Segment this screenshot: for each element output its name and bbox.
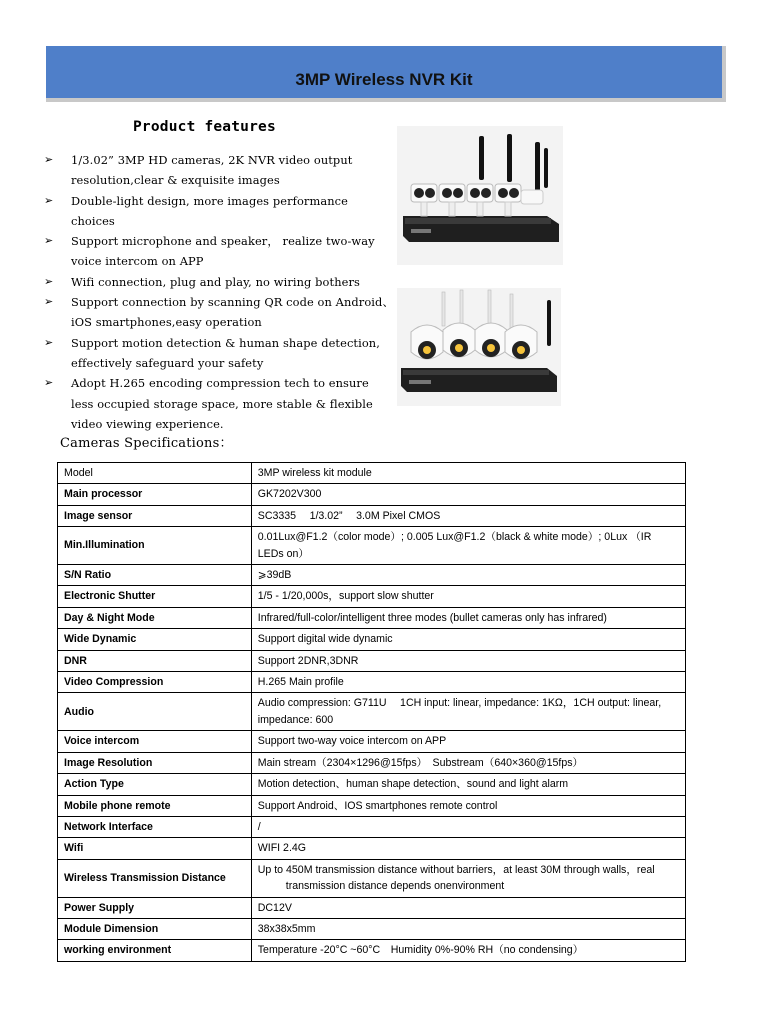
spec-value: 38x38x5mm (251, 918, 685, 939)
table-row (58, 586, 686, 607)
feature-text: Double-light design, more images performance choices (71, 193, 348, 228)
table-row (58, 527, 686, 565)
spec-label: Wide Dynamic (58, 629, 252, 650)
table-row (58, 672, 686, 693)
arrow-bullet-icon: ➢ (44, 376, 54, 390)
features-list (44, 150, 394, 434)
table-row (58, 693, 686, 731)
spec-label: Model (58, 463, 252, 484)
spec-value: 0.01Lux@F1.2（color mode）; 0.005 Lux@F1.2（black & white mode）; 0Lux （IR LEDs on） (251, 527, 685, 565)
arrow-bullet-icon: ➢ (44, 295, 54, 309)
table-row (58, 918, 686, 939)
spec-label: Power Supply (58, 897, 252, 918)
spec-value: / (251, 816, 685, 837)
feature-text: Adopt H.265 encoding compression tech to ensure less occupied storage space, more stable & flexible video viewing experience. (71, 376, 373, 431)
spec-value: H.265 Main profile (251, 672, 685, 693)
feature-text: Support microphone and speaker， realize two-way voice intercom on APP (71, 234, 375, 269)
bullet-camera-nvr-kit-image (397, 126, 563, 265)
feature-text: Support connection by scanning QR code on Android、iOS smartphones,easy operation (71, 295, 394, 330)
spec-value: Infrared/full-color/intelligent three modes (bullet cameras only has infrared) (251, 607, 685, 628)
table-row (58, 629, 686, 650)
feature-item (44, 292, 394, 333)
arrow-bullet-icon: ➢ (44, 335, 54, 349)
spec-label: Image Resolution (58, 752, 252, 773)
spec-value: Support 2DNR,3DNR (251, 650, 685, 671)
table-row (58, 505, 686, 526)
feature-text: Support motion detection & human shape detection, effectively safeguard your safety (71, 335, 380, 370)
table-row (58, 940, 686, 961)
spec-value: ⩾39dB (251, 565, 685, 586)
dome-camera-nvr-kit-image (397, 288, 561, 406)
page-title: 3MP Wireless NVR Kit (295, 70, 473, 89)
table-row (58, 752, 686, 773)
table-row (58, 463, 686, 484)
spec-value: WIFI 2.4G (251, 838, 685, 859)
spec-value: Support Android、IOS smartphones remote control (251, 795, 685, 816)
spec-value: SC3335 1/3.02” 3.0M Pixel CMOS (251, 505, 685, 526)
arrow-bullet-icon: ➢ (44, 153, 54, 166)
arrow-bullet-icon: ➢ (44, 193, 54, 207)
feature-item (44, 150, 394, 191)
spec-label: Module Dimension (58, 918, 252, 939)
spec-value-line: transmission distance depends onenvironment (285, 880, 505, 893)
spec-label: Image sensor (58, 505, 252, 526)
spec-label: Day & Night Mode (58, 607, 252, 628)
spec-label: Audio (58, 693, 252, 731)
arrow-bullet-icon: ➢ (44, 274, 54, 288)
spec-label: Wireless Transmission Distance (58, 859, 252, 897)
specifications-heading: Cameras Specifications： (60, 436, 233, 451)
spec-value: Motion detection、human shape detection、sound and light alarm (251, 774, 685, 795)
spec-value: Support two-way voice intercom on APP (251, 731, 685, 752)
spec-value: GK7202V300 (251, 484, 685, 505)
spec-label: Wifi (58, 838, 252, 859)
feature-text: Wifi connection, plug and play, no wiring bothers (71, 274, 360, 289)
table-row (58, 838, 686, 859)
spec-value (251, 859, 685, 897)
spec-value: DC12V (251, 897, 685, 918)
feature-item (44, 333, 394, 374)
table-row (58, 607, 686, 628)
spec-label: Electronic Shutter (58, 586, 252, 607)
feature-item (44, 191, 394, 232)
feature-item (44, 373, 394, 434)
spec-label: DNR (58, 650, 252, 671)
spec-label: Network Interface (58, 816, 252, 837)
spec-label: Mobile phone remote (58, 795, 252, 816)
table-row (58, 816, 686, 837)
spec-label: Voice intercom (58, 731, 252, 752)
spec-label: Main processor (58, 484, 252, 505)
table-row (58, 484, 686, 505)
spec-value: 1/5 - 1/20,000s，support slow shutter (251, 586, 685, 607)
spec-label: Action Type (58, 774, 252, 795)
spec-label: working environment (58, 940, 252, 961)
feature-text: 1/3.02” 3MP HD cameras, 2K NVR video output resolution,clear & exquisite images (71, 153, 353, 188)
spec-value-line: Up to 450M transmission distance without barriers，at least 30M through walls，real (257, 863, 655, 876)
spec-value: Main stream（2304×1296@15fps） Substream（640×360@15fps） (251, 752, 685, 773)
table-row (58, 795, 686, 816)
table-row (58, 650, 686, 671)
spec-value: Temperature -20°C ~60°C Humidity 0%-90% RH（no condensing） (251, 940, 685, 961)
spec-value: Support digital wide dynamic (251, 629, 685, 650)
spec-label: Video Compression (58, 672, 252, 693)
table-row (58, 731, 686, 752)
dome-camera-nvr-kit-illustration (397, 288, 561, 406)
feature-item (44, 231, 394, 272)
spec-label: S/N Ratio (58, 565, 252, 586)
title-banner (46, 46, 726, 102)
table-row (58, 565, 686, 586)
table-row (58, 859, 686, 897)
table-row (58, 774, 686, 795)
spec-value: 3MP wireless kit module (251, 463, 685, 484)
spec-label: Min.Illumination (58, 527, 252, 565)
feature-item (44, 272, 394, 292)
spec-value: Audio compression: G711U 1CH input: linear, impedance: 1KΩ，1CH output: linear, impedance: 600 (251, 693, 685, 731)
bullet-camera-nvr-kit-illustration (397, 126, 563, 265)
arrow-bullet-icon: ➢ (44, 234, 54, 248)
specifications-table (57, 462, 686, 962)
features-heading: Product features (133, 119, 276, 135)
table-row (58, 897, 686, 918)
